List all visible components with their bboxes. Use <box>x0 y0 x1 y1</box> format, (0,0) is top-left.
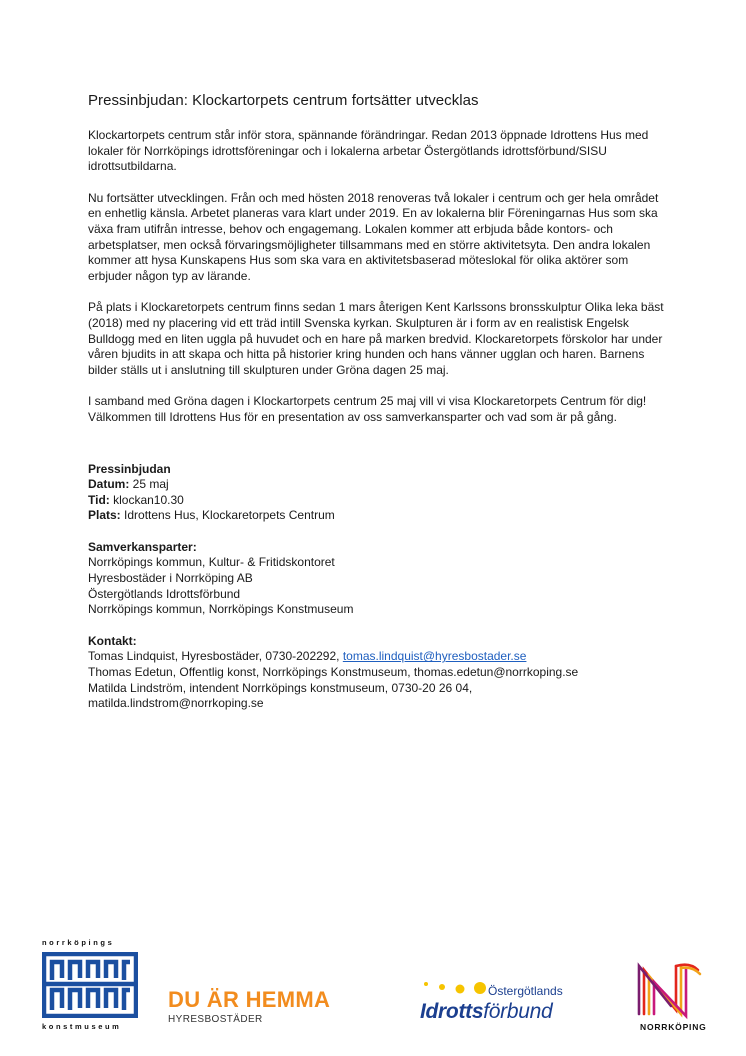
idrott-name-bold: Idrotts <box>420 1000 484 1023</box>
partner-item: Östergötlands Idrottsförbund <box>88 586 241 601</box>
contact-heading: Kontakt: <box>88 633 137 648</box>
paragraph-development: Nu fortsätter utvecklingen. Från och med hösten 2018 renoveras två lokaler i centrum och ger hela området en enhetlig känsla. Arbetet planeras vara klart under 2019. En av lokalerna blir Föreningarnas Hus som ska växa fram utifrån intresse, behov och engagemang. Lokalen kommer att erbjuda både kontors- och arbetsplatser, men också förvaringsmöjligheter tillsammans med en större aktivitetsyta. Den andra lokalen kommer att hysa Kunskapens Hus som ska vara en aktivitetsbaserad möteslokal för olika aktörer som erbjuder någon typ av lärande. <box>88 190 659 283</box>
tomas-email-link[interactable]: tomas.lindquist@hyresbostader.se <box>342 649 527 664</box>
spacer <box>88 442 668 462</box>
partner-item: Norrköpings kommun, Kultur- & Fritidskontoret <box>88 555 335 570</box>
invite-heading: Pressinbjudan <box>88 461 171 476</box>
konstmuseum-logo <box>40 938 140 1034</box>
place-label: Plats: <box>88 508 121 523</box>
paragraph-sculpture: På plats i Klockaretorpets centrum finns sedan 1 mars återigen Kent Karlssons bronsskulptur Olika leka bäst (2018) med ny placering vid ett träd intill Svenska kyrkan. Skulpturen är i form av en realistisk Engelsk Bulldogg med en liten uggla på huvudet och en hare på marken bredvid. Klockaretorpets förskolor har under våren bjudits in att skapa och hitta på historier kring hunden och hans vänner ugglan och haren. Barnens bilder ställs ut i anslutning till skulpturen under Gröna dagen 25 maj. <box>88 300 664 377</box>
konstmuseum-emblem-icon <box>42 952 138 1018</box>
invite-time <box>88 493 668 509</box>
partner-item: Hyresbostäder i Norrköping AB <box>88 571 253 586</box>
konstmuseum-bottom-text: konstmuseum <box>42 1022 122 1031</box>
place-value: Idrottens Hus, Klockaretorpets Centrum <box>120 508 335 523</box>
partners-heading: Samverkansparter: <box>88 539 197 554</box>
contact-matilda-email: matilda.lindstrom@norrkoping.se <box>88 696 264 711</box>
contact-thomas: Thomas Edetun, Offentlig konst, Norrköpings Konstmuseum, thomas.edetun@norrkoping.se <box>88 665 579 680</box>
contact-tomas-text: Tomas Lindquist, Hyresbostäder, 0730-202292, <box>88 649 343 664</box>
partner-item: Norrköpings kommun, Norrköpings Konstmuseum <box>88 602 354 617</box>
time-value: klockan10.30 <box>109 492 184 507</box>
time-label: Tid: <box>88 492 110 507</box>
idrott-name <box>420 1000 552 1024</box>
partners-block <box>88 540 668 618</box>
idrottsforbund-logo <box>418 978 598 1028</box>
paragraph-invitation: I samband med Gröna dagen i Klockartorpets centrum 25 maj vill vi visa Klockaretorpets Centrum för dig! Välkommen till Idrottens Hus för en presentation av oss samverkansparter och vad som är på gång. <box>88 394 647 424</box>
konstmuseum-top-text: norrköpings <box>42 938 115 947</box>
hyresbostader-name: HYRESBOSTÄDER <box>168 1014 263 1025</box>
norrkoping-logo <box>636 960 716 1034</box>
invite-date <box>88 477 668 493</box>
idrott-name-rest: förbund <box>483 1000 553 1023</box>
idrott-region: Östergötlands <box>488 984 563 998</box>
invite-place <box>88 508 668 524</box>
paragraph-intro: Klockartorpets centrum står inför stora, spännande förändringar. Redan 2013 öppnade Idrottens Hus med lokaler för Norrköpings idrottsföreningar och i lokalerna arbetar Östergötlands idrottsförbund/SISU idrottsutbildarna. <box>88 128 649 174</box>
date-label: Datum: <box>88 477 130 492</box>
hemma-slogan: DU ÄR HEMMA <box>168 987 331 1012</box>
contact-tomas <box>88 649 668 665</box>
document-title: Pressinbjudan: Klockartorpets centrum fortsätter utvecklas <box>88 92 479 109</box>
invite-block <box>88 462 668 524</box>
contact-matilda: Matilda Lindström, intendent Norrköpings konstmuseum, 0730-20 26 04, <box>88 680 473 695</box>
norrkoping-n-emblem-icon <box>636 960 706 1020</box>
yellow-dots-icon <box>422 980 486 996</box>
document-body <box>88 92 668 728</box>
date-value: 25 maj <box>129 477 169 492</box>
hyresbostader-logo <box>168 988 388 1034</box>
norrkoping-label: NORRKÖPING <box>640 1022 707 1032</box>
contact-block <box>88 634 668 712</box>
partner-logos <box>0 938 746 1048</box>
